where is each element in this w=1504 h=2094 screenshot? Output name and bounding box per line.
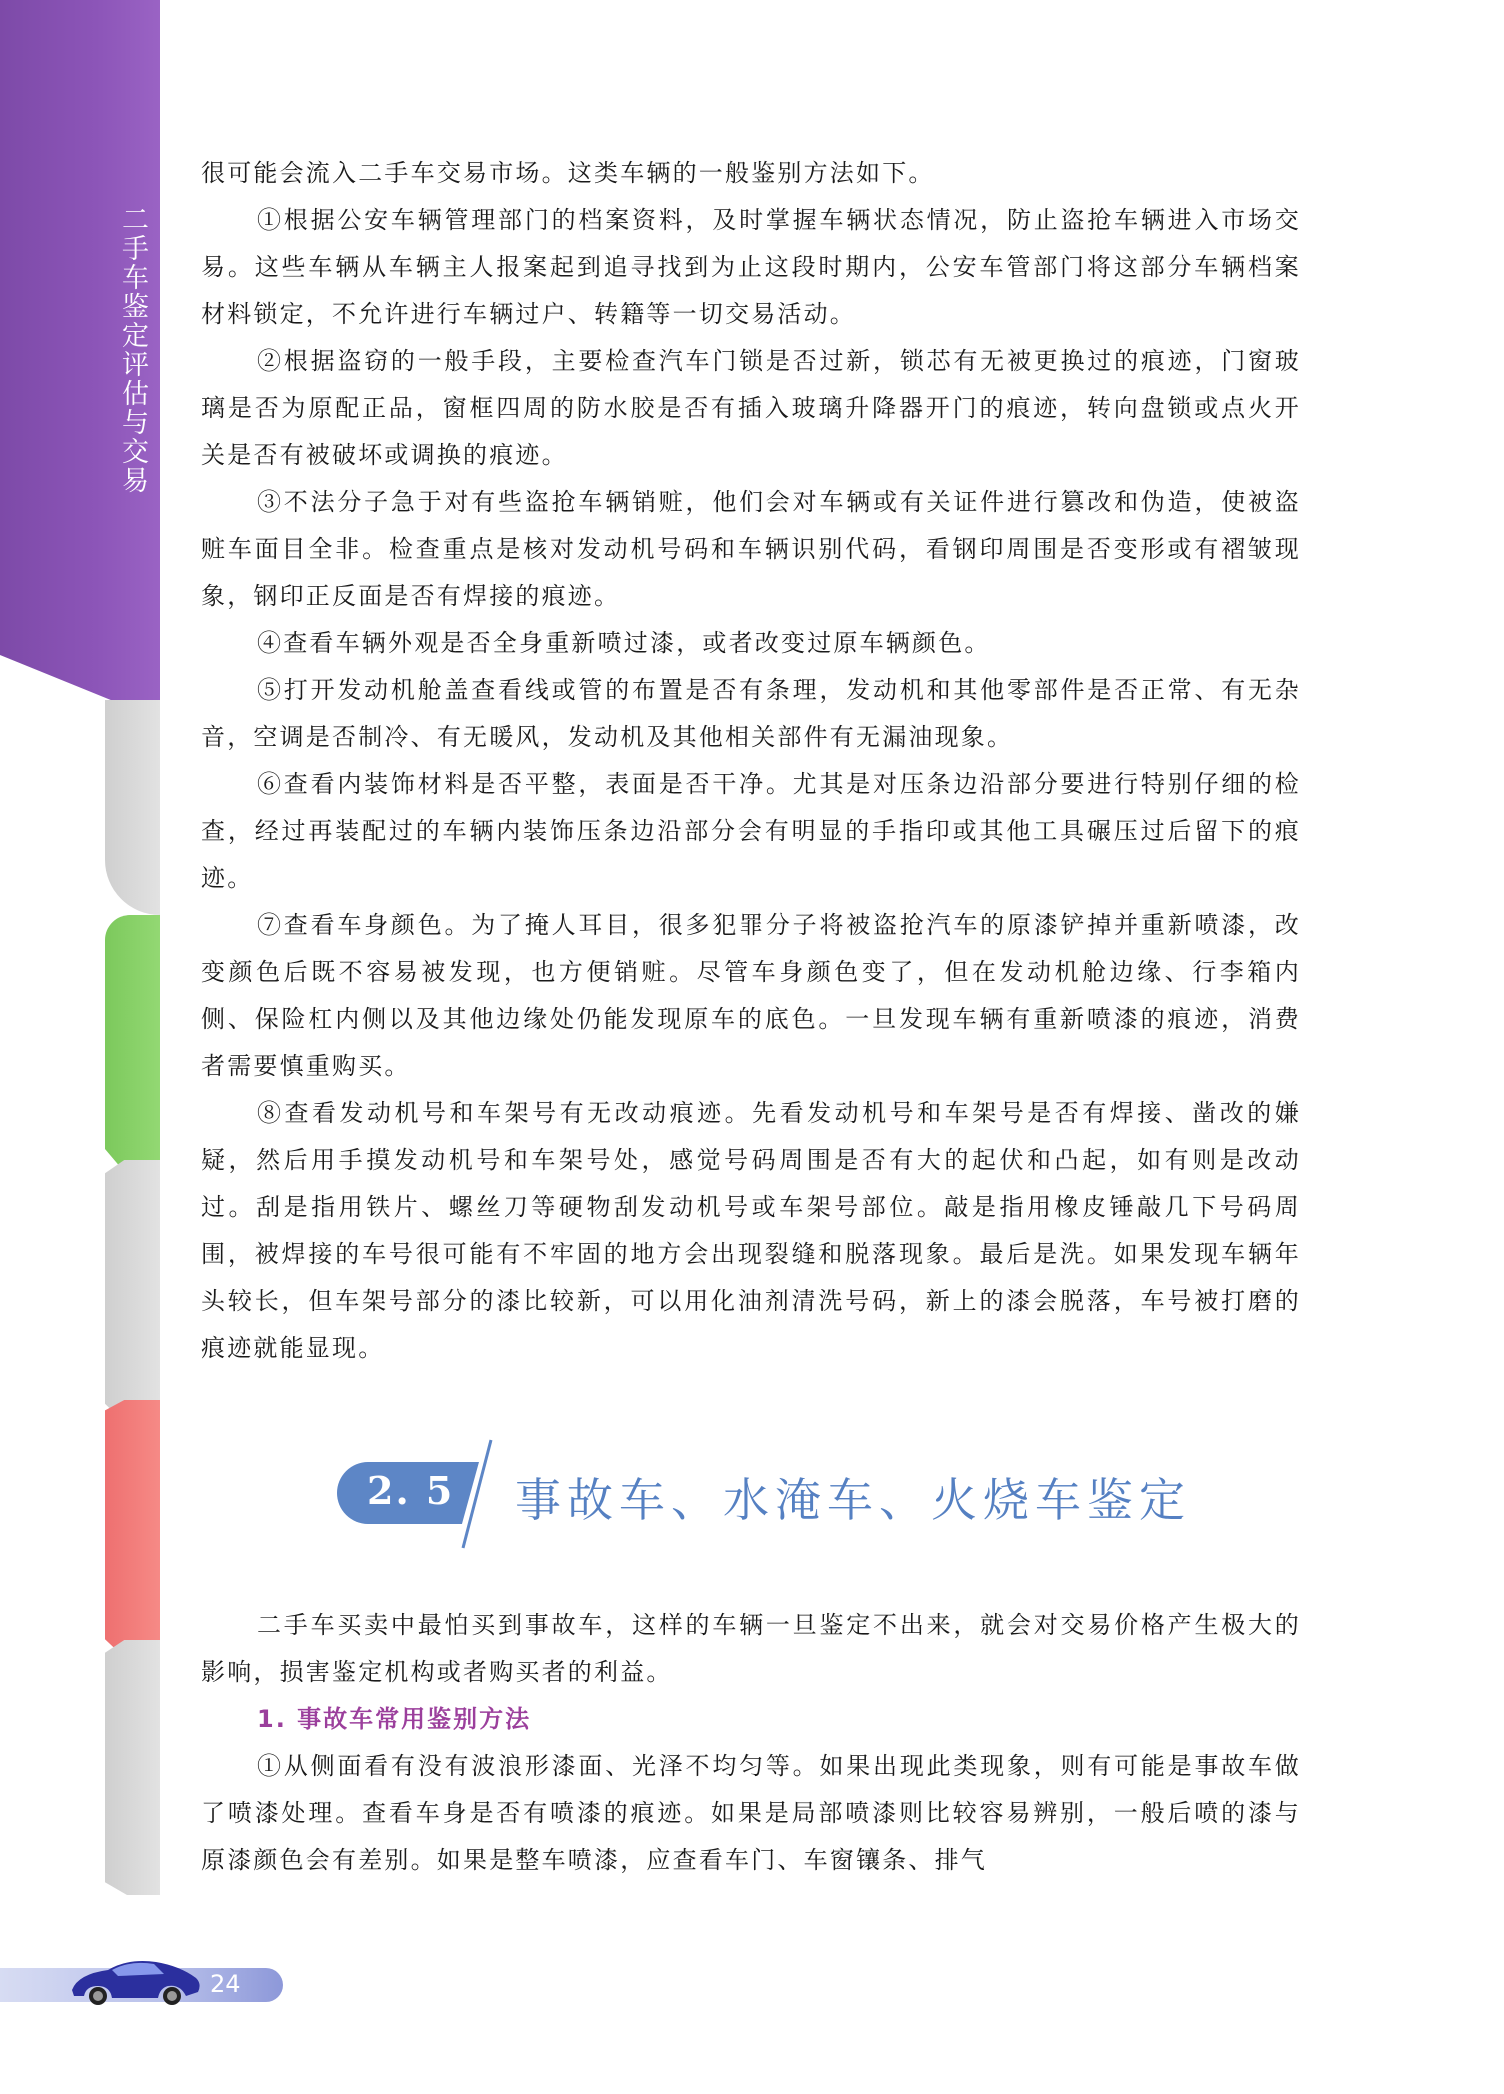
paragraph: ①从侧面看有没有波浪形漆面、光泽不均匀等。如果出现此类现象，则有可能是事故车做了喷漆处理。查看车身是否有喷漆的痕迹。如果是局部喷漆则比较容易辨别，一般后喷的漆与原漆颜色会有差别。如果是整车喷漆，应查看车门、车窗镶条、排气 [201, 1752, 1301, 1874]
paragraph: ⑤打开发动机舱盖查看线或管的布置是否有条理，发动机和其他零部件是否正常、有无杂音，空调是否制冷、有无暖风，发动机及其他相关部件有无漏油现象。 [201, 676, 1301, 751]
body-text-bottom [201, 1602, 1301, 1884]
paragraph: ③不法分子急于对有些盗抢车辆销赃，他们会对车辆或有关证件进行篡改和伪造，使被盗赃车面目全非。检查重点是核对发动机号码和车辆识别代码，看钢印周围是否变形或有褶皱现象，钢印正反面是否有焊接的痕迹。 [201, 488, 1301, 610]
body-text-top [201, 150, 1301, 1372]
chapter-tab-gray-1 [105, 700, 160, 915]
paragraph: ⑥查看内装饰材料是否平整，表面是否干净。尤其是对压条边沿部分要进行特别仔细的检查，经过再装配过的车辆内装饰压条边沿部分会有明显的手指印或其他工具碾压过后留下的痕迹。 [201, 770, 1301, 892]
chapter-tab-gray-3 [105, 1640, 160, 1895]
chapter-tab-gray-2 [105, 1160, 160, 1425]
subheading: 1. 事故车常用鉴别方法 [257, 1705, 532, 1733]
slash-divider-icon [455, 1438, 495, 1550]
book-title-vertical: 二手车鉴定评估与交易 [117, 205, 148, 495]
paragraph: 很可能会流入二手车交易市场。这类车辆的一般鉴别方法如下。 [201, 159, 935, 187]
paragraph: ①根据公安车辆管理部门的档案资料，及时掌握车辆状态情况，防止盗抢车辆进入市场交易。这些车辆从车辆主人报案起到追寻找到为止这段时期内，公安车管部门将这部分车辆档案材料锁定，不允许进行车辆过户、转籍等一切交易活动。 [201, 206, 1301, 328]
chapter-tab-green [105, 915, 160, 1175]
side-tab-bar [0, 0, 160, 1900]
section-header [337, 1438, 1237, 1558]
page-footer [0, 1950, 300, 2020]
paragraph: ⑦查看车身颜色。为了掩人耳目，很多犯罪分子将被盗抢汽车的原漆铲掉并重新喷漆，改变颜色后既不容易被发现，也方便销赃。尽管车身颜色变了，但在发动机舱边缘、行李箱内侧、保险杠内侧以及其他边缘处仍能发现原车的底色。一旦发现车辆有重新喷漆的痕迹，消费者需要慎重购买。 [201, 911, 1301, 1080]
car-icon [68, 1950, 203, 2008]
paragraph: ②根据盗窃的一般手段，主要检查汽车门锁是否过新，锁芯有无被更换过的痕迹，门窗玻璃是否为原配正品，窗框四周的防水胶是否有插入玻璃升降器开门的痕迹，转向盘锁或点火开关是否有被破坏或调换的痕迹。 [201, 347, 1301, 469]
chapter-tab-red [105, 1400, 160, 1660]
page-number: 24 [210, 1970, 241, 1998]
section-number: 2. 5 [367, 1468, 455, 1513]
section-title: 事故车、水淹车、火烧车鉴定 [515, 1473, 1191, 1527]
paragraph: ④查看车辆外观是否全身重新喷过漆，或者改变过原车辆颜色。 [257, 629, 991, 657]
paragraph: ⑧查看发动机号和车架号有无改动痕迹。先看发动机号和车架号是否有焊接、凿改的嫌疑，然后用手摸发动机号和车架号处，感觉号码周围是否有大的起伏和凸起，如有则是改动过。刮是指用铁片、螺丝刀等硬物刮发动机号或车架号部位。敲是指用橡皮锤敲几下号码周围，被焊接的车号很可能有不牢固的地方会出现裂缝和脱落现象。最后是洗。如果发现车辆年头较长，但车架号部分的漆比较新，可以用化油剂清洗号码，新上的漆会脱落，车号被打磨的痕迹就能显现。 [201, 1099, 1301, 1362]
paragraph: 二手车买卖中最怕买到事故车，这样的车辆一旦鉴定不出来，就会对交易价格产生极大的影响，损害鉴定机构或者购买者的利益。 [201, 1611, 1301, 1686]
